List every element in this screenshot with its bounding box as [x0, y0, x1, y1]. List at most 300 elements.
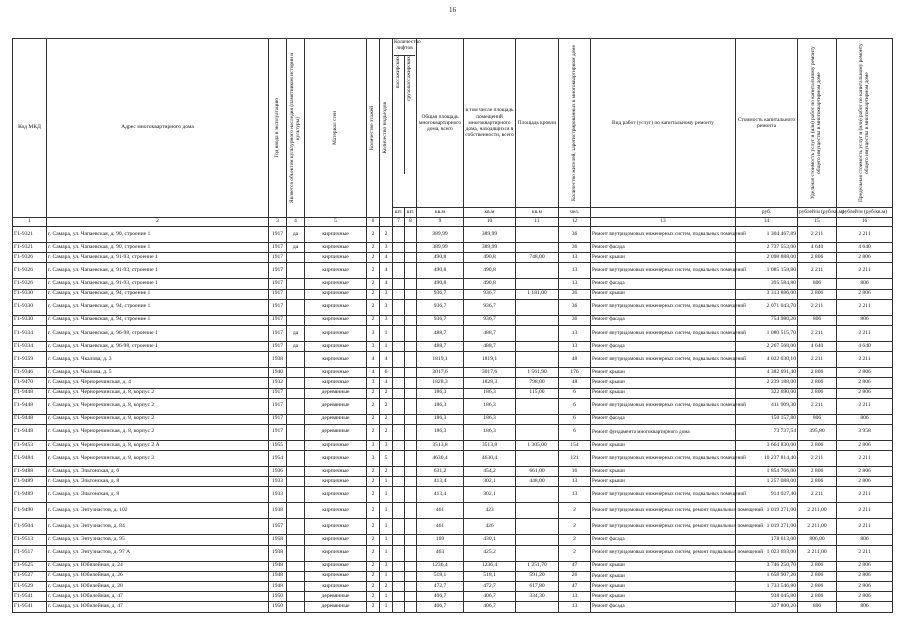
row-roof-area-cell	[516, 325, 559, 341]
row-floors-cell: 2	[367, 414, 380, 424]
row-specific-cost-cell: 2 806	[798, 388, 837, 398]
row-entrances-cell: 1	[380, 602, 393, 612]
row-works-cell: Ремонт фасада	[591, 315, 736, 325]
row-cost-cell: 2 737 553,00	[736, 243, 798, 253]
row-residents-cell: 36	[559, 299, 591, 315]
column-number: 11	[516, 218, 559, 227]
row-floors-cell: 2	[367, 582, 380, 592]
row-specific-cost-cell: 2 211	[798, 263, 837, 279]
row-address-cell: г. Самара, ул. Юбилейная, д. 47	[47, 602, 269, 612]
header-lifts-group: Количество лифтов пассажирских грузопассажирских	[393, 39, 417, 208]
header-owned-area: в том числе площадь помещений многоквартирного дома, находящихся в собственности, всего	[464, 39, 516, 208]
row-address-cell: г. Самара, ул. Чапаевская, д. 90, строение 1	[47, 243, 269, 253]
row-limit-cost-cell: 2 806	[837, 582, 893, 592]
row-code-cell: Г1-9488	[13, 467, 47, 477]
row-total-area-cell: 186,3	[417, 398, 464, 414]
row-lifts-cargo-cell	[405, 388, 417, 398]
row-limit-cost-cell: 2 806	[837, 368, 893, 378]
header-entrances: Количество подъездов	[380, 39, 393, 218]
row-year-cell: 1954	[269, 451, 287, 467]
row-works-cell: Ремонт фасада	[591, 602, 736, 612]
row-roof-area-cell	[516, 519, 559, 535]
row-address-cell: г. Самара, ул. Черноречинская, д. 8, корпус 2	[47, 424, 269, 440]
row-heritage-cell: да	[287, 243, 305, 253]
row-code-cell: Г1-9448	[13, 388, 47, 398]
table-row	[13, 467, 893, 477]
row-code-cell: Г1-9541	[13, 602, 47, 612]
row-lifts-passenger-cell	[393, 561, 405, 571]
row-roof-area-cell	[516, 451, 559, 467]
table-row	[13, 341, 893, 351]
row-roof-area-cell: 1 561,90	[516, 368, 559, 378]
table-row	[13, 352, 893, 368]
row-residents-cell: 13	[559, 263, 591, 279]
row-code-cell: Г1-9359	[13, 352, 47, 368]
row-limit-cost-cell: 2 211	[837, 263, 893, 279]
row-wall-cell: кирпичные	[305, 467, 367, 477]
row-residents-cell: 13	[559, 253, 591, 263]
row-limit-cost-cell: 2 211	[837, 227, 893, 243]
table-row	[13, 519, 893, 535]
row-cost-cell: 914 027,40	[736, 487, 798, 503]
row-year-cell: 1917	[269, 243, 287, 253]
row-wall-cell: кирпичные	[305, 279, 367, 289]
row-entrances-cell: 1	[380, 535, 393, 545]
unit-cell: руб.	[736, 208, 798, 218]
row-lifts-passenger-cell	[393, 388, 405, 398]
row-specific-cost-cell: 2 211	[798, 451, 837, 467]
row-year-cell: 1958	[269, 535, 287, 545]
row-specific-cost-cell: 2 211	[798, 398, 837, 414]
row-lifts-cargo-cell	[405, 535, 417, 545]
row-specific-cost-cell: 806	[798, 414, 837, 424]
row-roof-area-cell	[516, 243, 559, 253]
row-specific-cost-cell: 2 806	[798, 571, 837, 581]
row-residents-cell: 26	[559, 571, 591, 581]
column-number: 16	[837, 218, 893, 227]
row-address-cell: г. Самара, ул. Чапаевская, д. 96-98, строение 1	[47, 341, 269, 351]
row-specific-cost-cell: 806,00	[798, 535, 837, 545]
row-entrances-cell: 1	[380, 477, 393, 487]
row-lifts-cargo-cell	[405, 571, 417, 581]
row-floors-cell: 3	[367, 325, 380, 341]
row-owned-area-cell: 186,3	[464, 424, 516, 440]
row-wall-cell: кирпичные	[305, 315, 367, 325]
row-lifts-cargo-cell	[405, 602, 417, 612]
row-floors-cell: 2	[367, 571, 380, 581]
row-total-area-cell: 936,7	[417, 315, 464, 325]
row-works-cell: Ремонт крыши	[591, 368, 736, 378]
row-roof-area-cell	[516, 227, 559, 243]
row-year-cell: 1917	[269, 341, 287, 351]
row-residents-cell: 47	[559, 561, 591, 571]
row-lifts-cargo-cell	[405, 368, 417, 378]
row-year-cell: 1917	[269, 388, 287, 398]
row-residents-cell: 6	[559, 414, 591, 424]
row-owned-area-cell: 518,1	[464, 571, 516, 581]
row-owned-area-cell: 426	[464, 519, 516, 535]
row-roof-area-cell: 748,00	[516, 253, 559, 263]
row-lifts-cargo-cell	[405, 352, 417, 368]
row-year-cell: 1917	[269, 315, 287, 325]
row-heritage-cell	[287, 440, 305, 450]
row-floors-cell: 2	[367, 398, 380, 414]
row-wall-cell: кирпичные	[305, 263, 367, 279]
row-address-cell: г. Самара, ул. Эльтонская, д. 8	[47, 487, 269, 503]
row-entrances-cell: 2	[380, 582, 393, 592]
row-lifts-cargo-cell	[405, 243, 417, 253]
row-year-cell: 1950	[269, 602, 287, 612]
row-owned-area-cell: 430,1	[464, 535, 516, 545]
row-address-cell: г. Самара, ул. Чапаевская, д. 94, строение 1	[47, 315, 269, 325]
row-limit-cost-cell: 2 806	[837, 571, 893, 581]
row-specific-cost-cell: 2 211	[798, 325, 837, 341]
row-floors-cell: 2	[367, 263, 380, 279]
row-year-cell: 1917	[269, 289, 287, 299]
row-roof-area-cell	[516, 414, 559, 424]
row-residents-cell: 13	[559, 279, 591, 289]
row-limit-cost-cell: 2 211	[837, 545, 893, 561]
row-owned-area-cell: 936,7	[464, 315, 516, 325]
row-limit-cost-cell: 4 640	[837, 243, 893, 253]
row-cost-cell: 1 023 693,00	[736, 545, 798, 561]
row-heritage-cell	[287, 582, 305, 592]
row-specific-cost-cell: 2 211	[798, 299, 837, 315]
row-owned-area-cell: 936,7	[464, 289, 516, 299]
row-year-cell: 1917	[269, 253, 287, 263]
row-year-cell: 1917	[269, 424, 287, 440]
table-row	[13, 289, 893, 299]
row-heritage-cell	[287, 503, 305, 519]
row-owned-area-cell: 423	[464, 503, 516, 519]
row-code-cell: Г1-9529	[13, 582, 47, 592]
column-number: 7	[393, 218, 405, 227]
row-roof-area-cell: 1 181,00	[516, 289, 559, 299]
row-address-cell: г. Самара, ул. Эльтонская, д. 6	[47, 467, 269, 477]
row-total-area-cell: 1236,4	[417, 561, 464, 571]
row-cost-cell: 150 157,80	[736, 414, 798, 424]
row-year-cell: 1917	[269, 325, 287, 341]
row-cost-cell: 178 613,00	[736, 535, 798, 545]
row-residents-cell: 6	[559, 424, 591, 440]
row-code-cell: Г1-9517	[13, 545, 47, 561]
row-owned-area-cell: 406,7	[464, 602, 516, 612]
row-entrances-cell: 1	[380, 487, 393, 503]
row-limit-cost-cell: 2 211	[837, 519, 893, 535]
row-specific-cost-cell: 806	[798, 602, 837, 612]
row-wall-cell: деревянные	[305, 414, 367, 424]
row-residents-cell: 36	[559, 289, 591, 299]
row-roof-area-cell: 661,00	[516, 467, 559, 477]
header-numbers-row	[13, 218, 893, 227]
row-wall-cell: деревянные	[305, 424, 367, 440]
row-lifts-passenger-cell	[393, 352, 405, 368]
row-wall-cell: кирпичные	[305, 227, 367, 243]
row-year-cell: 1917	[269, 263, 287, 279]
row-roof-area-cell	[516, 352, 559, 368]
row-address-cell: г. Самара, ул. Энтузиастов, д. 95	[47, 535, 269, 545]
row-code-cell: Г1-9326	[13, 279, 47, 289]
row-floors-cell: 2	[367, 592, 380, 602]
row-address-cell: г. Самара, ул. Черноречинская, д. 4	[47, 378, 269, 388]
row-lifts-passenger-cell	[393, 467, 405, 477]
row-lifts-passenger-cell	[393, 592, 405, 602]
row-entrances-cell: 2	[380, 227, 393, 243]
row-total-area-cell: 488,7	[417, 325, 464, 341]
row-lifts-passenger-cell	[393, 289, 405, 299]
row-works-cell: Ремонт внутридомовых инженерных систем, подвальных помещений	[591, 487, 736, 503]
row-owned-area-cell: 3513,8	[464, 440, 516, 450]
row-year-cell: 1917	[269, 279, 287, 289]
row-lifts-passenger-cell	[393, 279, 405, 289]
row-lifts-passenger-cell	[393, 519, 405, 535]
row-total-area-cell: 3017,6	[417, 368, 464, 378]
row-address-cell: г. Самара, ул. Чапаевская, д. 94, строение 1	[47, 299, 269, 315]
row-wall-cell: кирпичные	[305, 561, 367, 571]
row-floors-cell: 2	[367, 279, 380, 289]
row-works-cell: Ремонт внутридомовых инженерных систем, подвальных помещений	[591, 352, 736, 368]
row-code-cell: Г1-9489	[13, 477, 47, 487]
row-lifts-cargo-cell	[405, 440, 417, 450]
row-lifts-passenger-cell	[393, 451, 405, 467]
row-owned-area-cell: 389,99	[464, 227, 516, 243]
row-specific-cost-cell: 2 806	[798, 368, 837, 378]
table-row	[13, 388, 893, 398]
row-wall-cell: деревянные	[305, 388, 367, 398]
row-wall-cell: деревянные	[305, 592, 367, 602]
row-floors-cell: 2	[367, 602, 380, 612]
row-residents-cell: 36	[559, 227, 591, 243]
row-floors-cell: 4	[367, 352, 380, 368]
row-code-cell: Г1-9527	[13, 571, 47, 581]
table-row	[13, 263, 893, 279]
row-roof-area-cell	[516, 487, 559, 503]
row-lifts-passenger-cell	[393, 487, 405, 503]
row-wall-cell: кирпичные	[305, 243, 367, 253]
row-code-cell: Г1-9489	[13, 487, 47, 503]
column-number: 14	[736, 218, 798, 227]
row-total-area-cell: 461	[417, 519, 464, 535]
row-wall-cell: кирпичные	[305, 477, 367, 487]
row-cost-cell: 2 098 888,00	[736, 253, 798, 263]
row-specific-cost-cell: 2 806	[798, 378, 837, 388]
row-limit-cost-cell: 2 806	[837, 289, 893, 299]
row-address-cell: г. Самара, ул. Эльтонская, д. 8	[47, 477, 269, 487]
row-lifts-cargo-cell	[405, 289, 417, 299]
row-address-cell: г. Самара, ул. Черноречинская, д. 8, корпус 2 А	[47, 440, 269, 450]
row-owned-area-cell: 302,1	[464, 477, 516, 487]
row-lifts-cargo-cell	[405, 451, 417, 467]
column-number: 12	[559, 218, 591, 227]
table-row	[13, 325, 893, 341]
row-specific-cost-cell: 2 211	[798, 487, 837, 503]
row-owned-area-cell: 3017,6	[464, 368, 516, 378]
row-floors-cell: 2	[367, 388, 380, 398]
row-limit-cost-cell: 2 806	[837, 378, 893, 388]
row-limit-cost-cell: 2 806	[837, 388, 893, 398]
row-floors-cell: 3	[367, 440, 380, 450]
header-specific-cost: Удельная стоимость услуг и (или) работ по капитальному ремонту общего имущества в многоквартирном доме	[798, 39, 837, 208]
header-row	[13, 39, 893, 208]
unit-cell: шт.	[405, 208, 417, 218]
row-floors-cell: 2	[367, 487, 380, 503]
row-cost-cell: 395 584,80	[736, 279, 798, 289]
row-limit-cost-cell: 3 958	[837, 424, 893, 440]
row-cost-cell: 1 080 515,70	[736, 325, 798, 341]
row-heritage-cell	[287, 602, 305, 612]
table-row	[13, 602, 893, 612]
row-limit-cost-cell: 806	[837, 279, 893, 289]
row-owned-area-cell: 1819,1	[464, 352, 516, 368]
row-cost-cell: 327 800,20	[736, 602, 798, 612]
row-residents-cell: 47	[559, 582, 591, 592]
row-code-cell: Г1-9326	[13, 263, 47, 279]
row-cost-cell: 1 658 907,20	[736, 571, 798, 581]
row-lifts-passenger-cell	[393, 253, 405, 263]
row-roof-area-cell	[516, 503, 559, 519]
row-total-area-cell: 631,2	[417, 467, 464, 477]
row-works-cell: Ремонт крыши	[591, 253, 736, 263]
row-roof-area-cell: 1 251,70	[516, 561, 559, 571]
row-roof-area-cell: 448,00	[516, 477, 559, 487]
row-year-cell: 1933	[269, 487, 287, 503]
row-wall-cell: кирпичные	[305, 325, 367, 341]
row-lifts-cargo-cell	[405, 487, 417, 503]
row-roof-area-cell	[516, 602, 559, 612]
row-address-cell: г. Самара, ул. Чапаевская, д. 91-93, строение 1	[47, 279, 269, 289]
row-works-cell: Ремонт фасада	[591, 279, 736, 289]
row-address-cell: г. Самара, ул. Черноречинская, д. 8, корпус 2	[47, 388, 269, 398]
unit-cell: рублей/м (руб/кв.м)	[798, 208, 837, 218]
row-address-cell: г. Самара, ул. Черноречинская, д. 8, корпус 3	[47, 451, 269, 467]
row-floors-cell: 2	[367, 467, 380, 477]
row-floors-cell: 2	[367, 424, 380, 440]
row-works-cell: Ремонт фасада	[591, 414, 736, 424]
row-lifts-cargo-cell	[405, 299, 417, 315]
row-wall-cell: кирпичные	[305, 299, 367, 315]
row-heritage-cell	[287, 352, 305, 368]
column-number: 4	[287, 218, 305, 227]
row-entrances-cell: 1	[380, 325, 393, 341]
row-lifts-passenger-cell	[393, 477, 405, 487]
row-code-cell: Г1-9448	[13, 398, 47, 414]
row-cost-cell: 4 022 030,10	[736, 352, 798, 368]
row-total-area-cell: 463	[417, 545, 464, 561]
column-number: 6	[367, 218, 380, 227]
row-floors-cell: 2	[367, 545, 380, 561]
unit-cell: рублей/м (руб/кв.м)	[837, 208, 893, 218]
row-total-area-cell: 461	[417, 503, 464, 519]
row-total-area-cell: 4630,4	[417, 451, 464, 467]
row-residents-cell: 6	[559, 398, 591, 414]
row-lifts-cargo-cell	[405, 378, 417, 388]
row-works-cell: Ремонт крыши	[591, 592, 736, 602]
row-code-cell: Г1-9321	[13, 243, 47, 253]
page-number: 16	[449, 6, 456, 14]
row-lifts-cargo-cell	[405, 561, 417, 571]
row-owned-area-cell: 186,3	[464, 398, 516, 414]
row-specific-cost-cell: 2 211,00	[798, 519, 837, 535]
row-code-cell: Г1-9346	[13, 368, 47, 378]
row-floors-cell: 3	[367, 378, 380, 388]
row-lifts-cargo-cell	[405, 503, 417, 519]
row-year-cell: 1940	[269, 368, 287, 378]
row-entrances-cell: 1	[380, 519, 393, 535]
row-total-area-cell: 413,4	[417, 477, 464, 487]
row-owned-area-cell: 488,7	[464, 341, 516, 351]
row-year-cell: 1933	[269, 477, 287, 487]
table-row	[13, 571, 893, 581]
row-total-area-cell: 1828,3	[417, 378, 464, 388]
row-lifts-passenger-cell	[393, 602, 405, 612]
row-cost-cell: 2 071 043,70	[736, 299, 798, 315]
row-year-cell: 1917	[269, 414, 287, 424]
row-lifts-cargo-cell	[405, 253, 417, 263]
row-works-cell: Ремонт внутридомовых инженерных систем, подвальных помещений	[591, 263, 736, 279]
row-residents-cell: 13	[559, 592, 591, 602]
row-works-cell: Ремонт фундамента многоквартирного дома	[591, 424, 736, 440]
row-entrances-cell: 3	[380, 243, 393, 253]
row-owned-area-cell: 186,3	[464, 414, 516, 424]
row-works-cell: Ремонт внутридомовых инженерных систем, подвальных помещений	[591, 325, 736, 341]
row-residents-cell: 48	[559, 352, 591, 368]
row-lifts-passenger-cell	[393, 243, 405, 253]
row-floors-cell: 4	[367, 368, 380, 378]
row-year-cell: 1917	[269, 398, 287, 414]
header-roof-area: Площадь кровли	[516, 39, 559, 208]
row-specific-cost-cell: 2 211,00	[798, 503, 837, 519]
row-floors-cell: 3	[367, 341, 380, 351]
table-row	[13, 535, 893, 545]
table-row	[13, 545, 893, 561]
row-code-cell: Г1-9513	[13, 535, 47, 545]
table-row	[13, 299, 893, 315]
row-specific-cost-cell: 2 806	[798, 289, 837, 299]
row-year-cell: 1938	[269, 545, 287, 561]
row-code-cell: Г1-9448	[13, 414, 47, 424]
row-works-cell: Ремонт внутридомовых инженерных систем, подвальных помещений	[591, 227, 736, 243]
header-year: Год ввода в эксплуатацию	[269, 39, 287, 218]
column-number: 8	[405, 218, 417, 227]
row-heritage-cell	[287, 545, 305, 561]
table-row	[13, 378, 893, 388]
row-lifts-cargo-cell	[405, 341, 417, 351]
row-floors-cell: 2	[367, 299, 380, 315]
row-total-area-cell: 936,7	[417, 289, 464, 299]
row-heritage-cell	[287, 535, 305, 545]
row-residents-cell: 36	[559, 243, 591, 253]
row-specific-cost-cell: 2 211,00	[798, 545, 837, 561]
row-total-area-cell: 169	[417, 535, 464, 545]
row-residents-cell: 176	[559, 368, 591, 378]
row-specific-cost-cell: 4 640	[798, 341, 837, 351]
row-code-cell: Г1-9470	[13, 378, 47, 388]
row-residents-cell: 121	[559, 451, 591, 467]
row-limit-cost-cell: 806	[837, 414, 893, 424]
row-heritage-cell	[287, 315, 305, 325]
row-residents-cell: 13	[559, 487, 591, 503]
row-owned-area-cell: 490,8	[464, 253, 516, 263]
row-roof-area-cell	[516, 424, 559, 440]
column-number: 9	[417, 218, 464, 227]
row-entrances-cell: 2	[380, 414, 393, 424]
row-limit-cost-cell: 2 806	[837, 253, 893, 263]
table-row	[13, 592, 893, 602]
row-roof-area-cell	[516, 545, 559, 561]
row-cost-cell: 754 980,20	[736, 315, 798, 325]
row-roof-area-cell	[516, 398, 559, 414]
row-lifts-passenger-cell	[393, 341, 405, 351]
